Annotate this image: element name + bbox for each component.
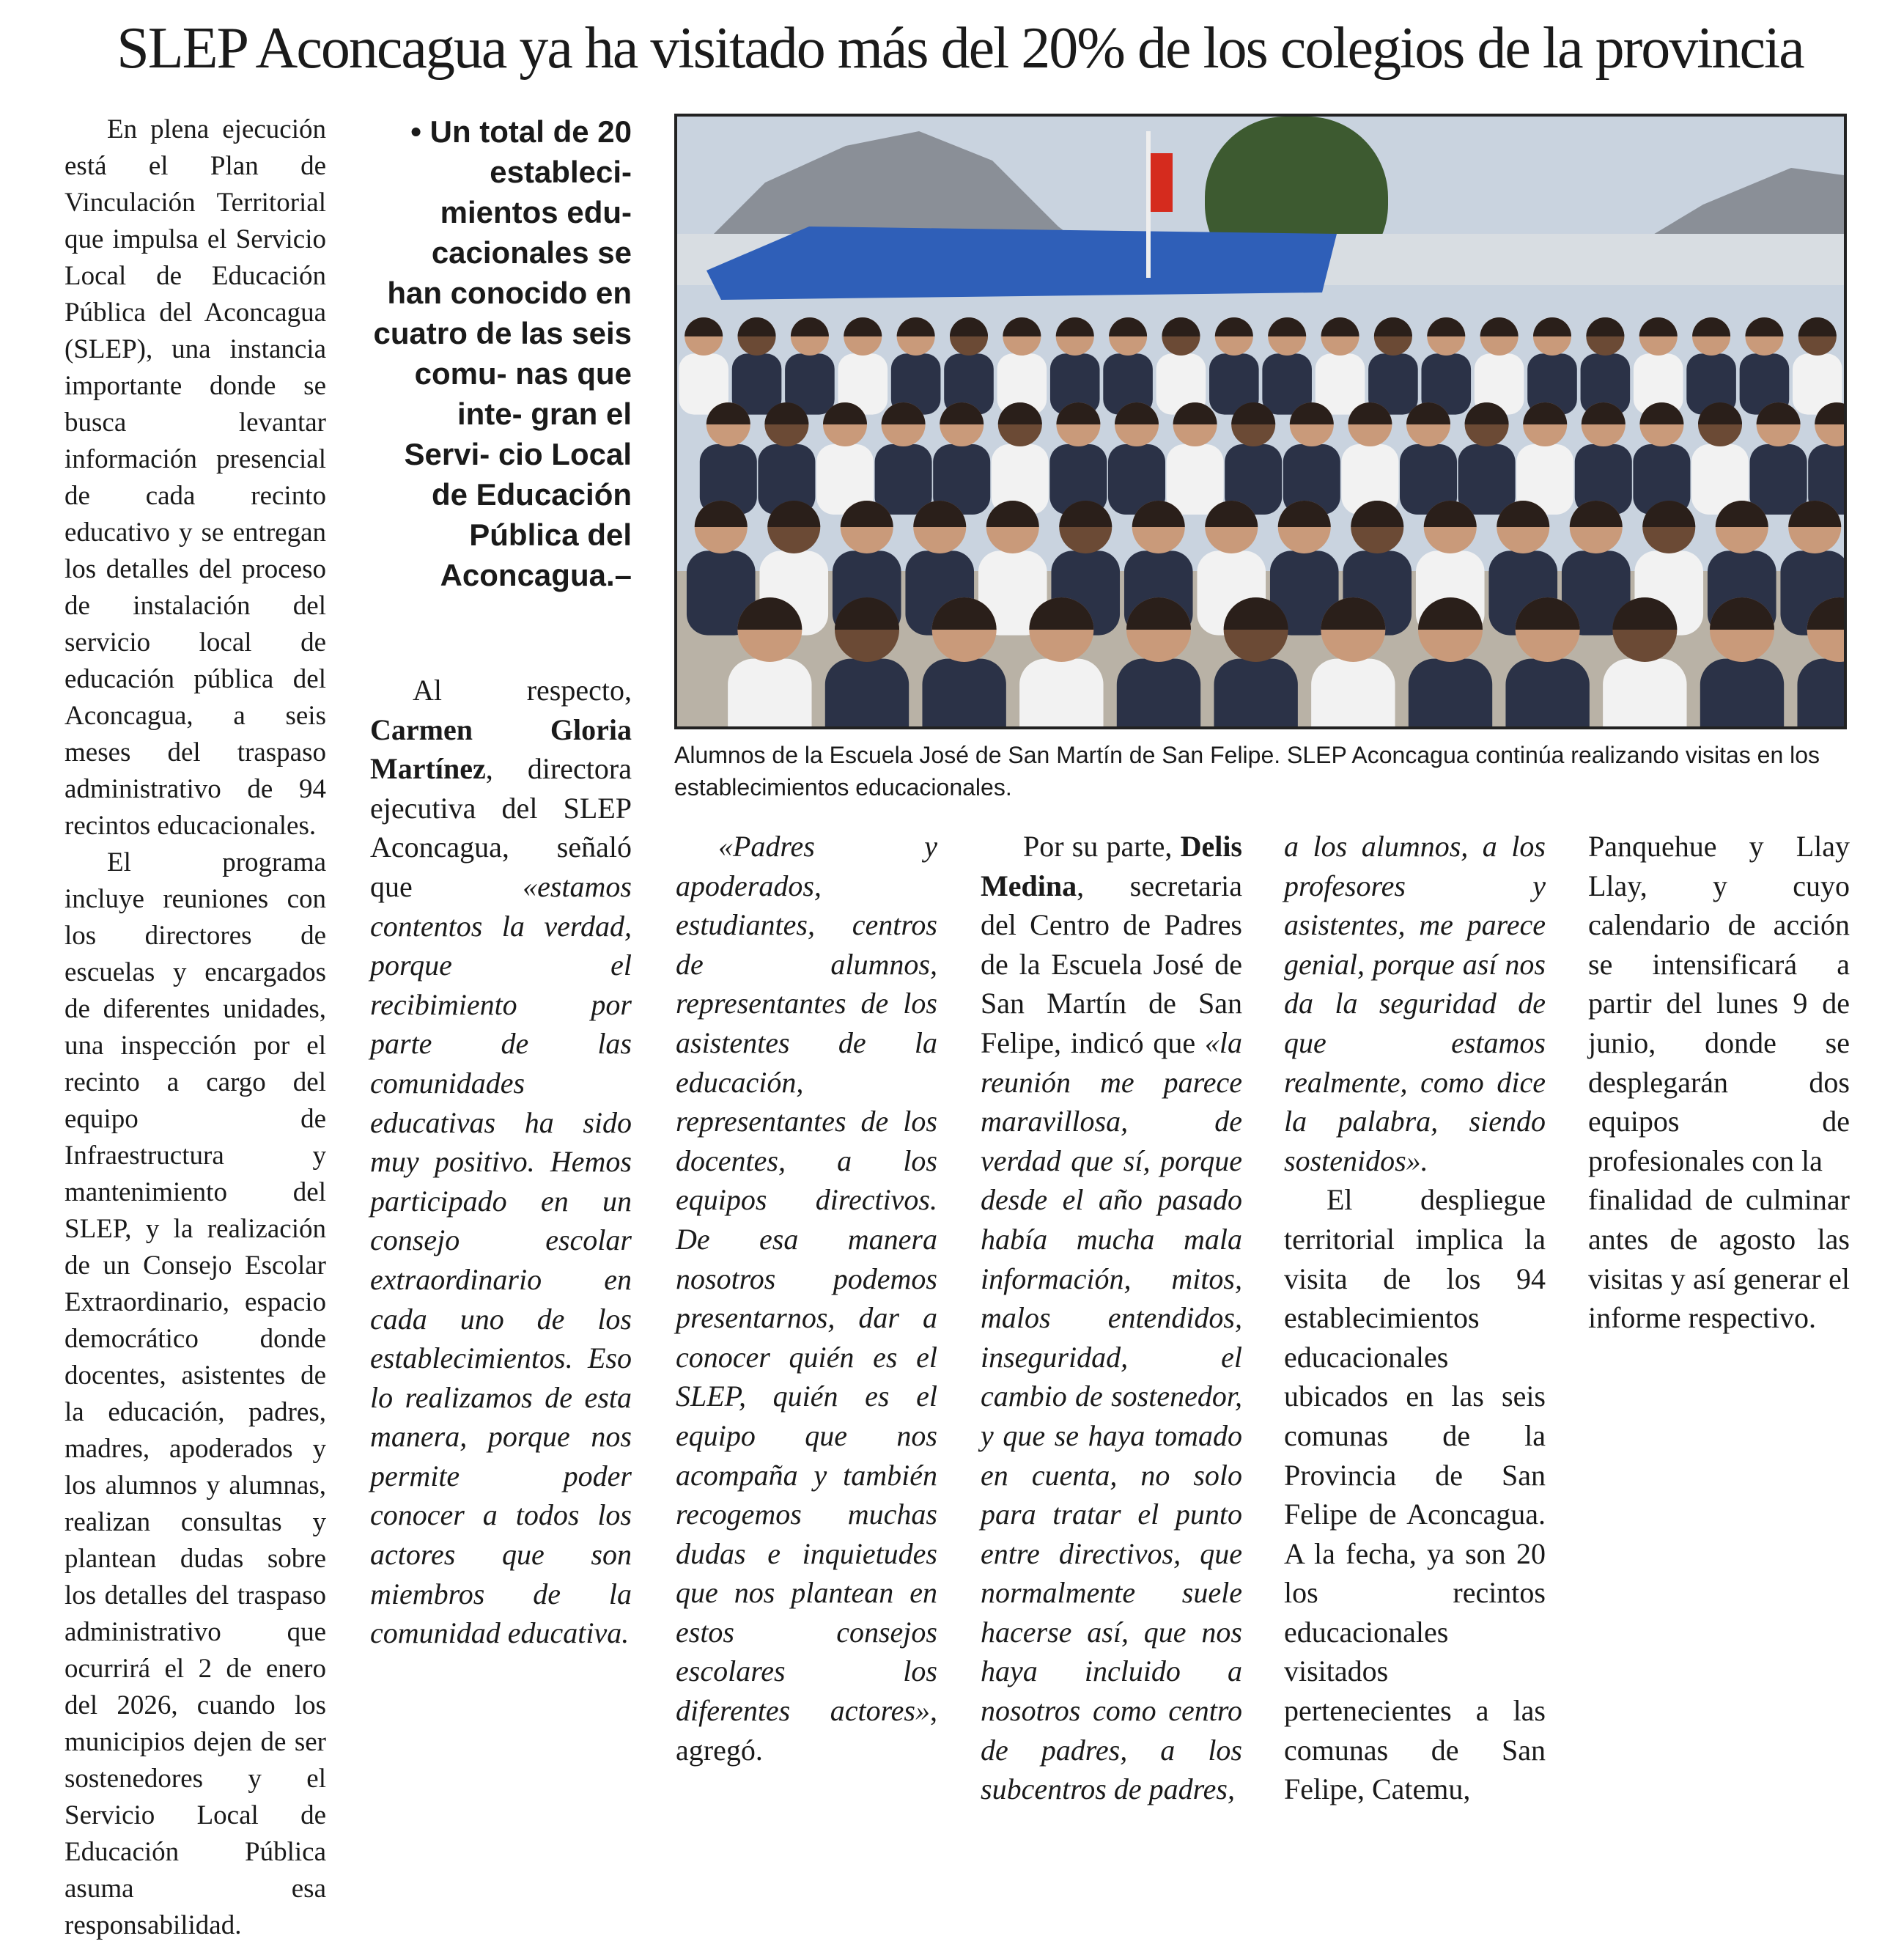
paragraph-continued [1588,827,1850,1180]
student-body [1167,444,1224,515]
person-name-delis: Delis Medina [981,830,1242,902]
student-body [1700,659,1784,726]
deck-summary: • Un total de 20 estableci- mientos edu- cacionales se han conocido en cuatro de las seis comu- nas que inte- gran el Servi- cio Local de Educación Pública del Aconcagua.– [373,114,632,592]
student-body [1603,659,1686,726]
person-name-carmen: Carmen Gloria Martínez [370,713,632,786]
student-body [728,659,811,726]
student-body [922,659,1005,726]
student-body [1797,659,1844,726]
photo-caption: Alumnos de la Escuela José de San Martín de San Felipe. SLEP Aconcagua continúa realizando visitas en los establecimientos educacionales. [674,742,1820,800]
article-column-4 [981,827,1242,1809]
article-column-3 [676,827,937,1770]
chile-flag-icon [1151,153,1173,212]
person-role: , directora ejecutiva del SLEP Aconcagua, señaló que [370,752,632,903]
student-body [1750,444,1807,515]
article-column-1 [64,111,326,1944]
student-body [1311,659,1395,726]
article-column-5 [1284,827,1546,1809]
person-role-2: , secretaria del Centro de Padres de la Escuela José de San Martín de San Felipe, indicó que [981,869,1242,1059]
paragraph-lead-2: Por su parte, [1023,830,1181,863]
student-body [825,659,909,726]
continued-text: Panquehue y Llay Llay, y cuyo calendario de acción se intensificará a partir del lunes 9 de junio, donde se desplegarán dos equipos de profesionales con la [1588,830,1850,1177]
continued-text: a los alumnos, a los profesores y asistentes, me parece genial, porque así nos da la seguridad de que estamos realmente, como dice la palabra, siendo sostenidos». [1284,830,1546,1177]
article-column-2 [370,671,632,1653]
article-column-6 [1588,827,1850,1338]
paragraph-continued [1284,827,1546,1180]
student-body [1117,659,1200,726]
paragraph-continued [1588,1180,1850,1337]
student-body [1409,659,1492,726]
paragraph-director-quote [370,671,632,1653]
deck-column [370,111,632,595]
paragraph-secretary-quote [981,827,1242,1809]
parents-quote: «Padres y apoderados, estudiantes, centros de alumnos, representantes de los asistentes de la educación, representantes de los docentes, a los equipos directivos. De esa manera nosotros podemos presentarnos, dar a conocer quién es el SLEP, quién es el equipo que nos acompaña y también recogemos muchas dudas e inquietudes que nos plantean en estos consejos escolares los diferentes actores» [676,830,937,1728]
student-body [875,444,932,515]
paragraph-parents-quote [676,827,937,1770]
paragraph-lead: Al respecto, [413,674,632,707]
student-body [1214,659,1297,726]
continued-text: finalidad de culminar antes de agosto las visitas y así generar el informe respectivo. [1588,1183,1850,1335]
student-body [1458,444,1516,515]
headline: SLEP Aconcagua ya ha visitado más del 20% de los colegios de la provincia [117,16,1804,81]
quote-attribution: , agregó. [676,1694,937,1767]
secretary-quote: «la reunión me parece maravillosa, de verdad que sí, porque desde el año pasado había mucha mala información, mitos, malos entendidos, inseguridad, el cambio de sostenedor, y que se haya tomado en cuenta, no solo para tratar el punto entre directivos, que normalmente suele hacerse así, que nos haya incluido a nosotros como centro de padres, a los subcentros de padres, [981,1026,1242,1806]
director-quote: «estamos contentos la verdad, porque el recibimiento por parte de las comunidades educativas ha sido muy positivo. Hemos participado en un consejo escolar extraordinario en cada uno de los establecimientos. Eso lo realizamos de esta manera, porque nos permite poder conocer a todos los actores que son miembros de la comunidad educativa. [370,869,632,1650]
students-photo-illustration [677,117,1844,726]
paragraph-intro: En plena ejecución está el Plan de Vinculación Territorial que impulsa el Servicio Local de Educación Pública del Aconcagua (SLEP), una instancia importante donde se busca levantar información presencial de cada recinto educativo y se entregan los detalles del proceso de instalación del servicio local de educación pública del Aconcagua, a seis meses del traspaso administrativo de 94 recintos educacionales. [64,114,326,841]
student-body [1505,659,1589,726]
student-body [1019,659,1103,726]
photo-blue-roof [706,227,1337,300]
paragraph-deployment: El despliegue territorial implica la visita de los 94 establecimientos educacionales ubicados en las seis comunas de la Provincia de San Felipe de Aconcagua. A la fecha, ya son 20 los recintos educacionales visitados pertenecientes a las comunas de San Felipe, Catemu, [1284,1183,1546,1806]
article-photo [674,114,1847,729]
photo-flagpole [1146,131,1151,278]
paragraph-program: El programa incluye reuniones con los directores de escuelas y encargados de diferentes unidades, una inspección por el recinto a cargo del equipo de Infraestructura y mantenimiento del SLEP, y la realización de un Consejo Escolar Extraordinario, espacio democrático donde docentes, asistentes de la educación, padres, madres, apoderados y los alumnos y alumnas, realizan consultas y plantean dudas sobre los detalles del traspaso administrativo que ocurrirá el 2 de enero del 2026, cuando los municipios dejen de ser sostenedores y el Servicio Local de Educación Pública asuma esa responsabilidad. [64,847,326,1940]
